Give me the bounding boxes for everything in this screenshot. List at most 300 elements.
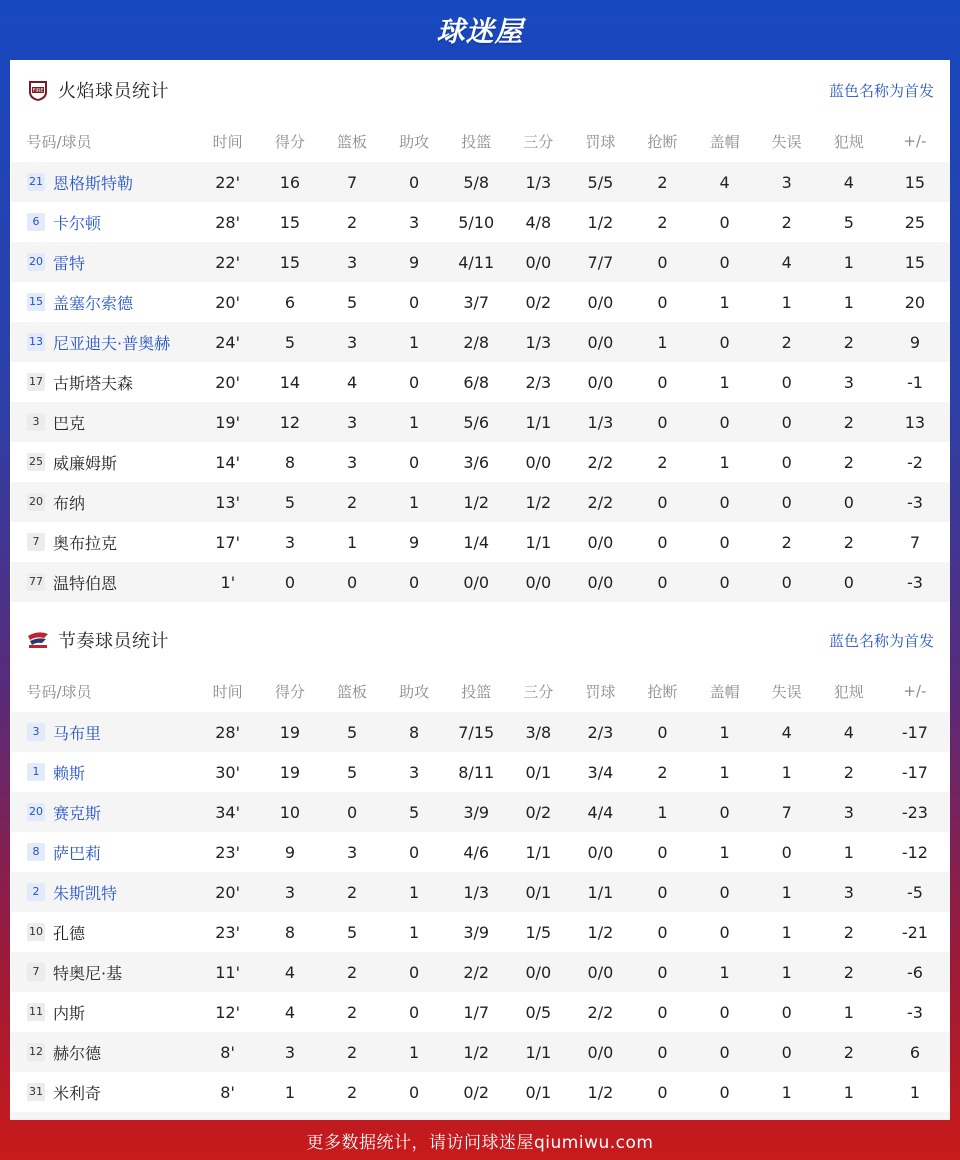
jersey-number-badge: 3 (27, 413, 45, 431)
stat-cell: 5 (321, 912, 383, 952)
stat-cell: 0/0 (569, 362, 631, 402)
stat-cell: 0 (383, 952, 445, 992)
table-header-row (11, 120, 951, 162)
column-header: 投篮 (461, 132, 492, 151)
stat-cell: 8' (197, 1032, 259, 1072)
stat-cell: 0/5 (507, 992, 569, 1032)
table-row[interactable] (11, 1032, 951, 1072)
stat-cell: 2/2 (445, 952, 507, 992)
stat-cell: 5 (321, 712, 383, 752)
column-header: 时间 (212, 682, 243, 701)
stat-cell: 4 (259, 992, 321, 1032)
stat-cell: 0 (631, 282, 693, 322)
stat-cell: 1 (818, 832, 880, 872)
stat-cell: 19 (259, 752, 321, 792)
stat-cell: 20' (197, 282, 259, 322)
jersey-number-badge: 15 (27, 293, 45, 311)
stat-cell: -17 (880, 712, 950, 752)
stat-cell: -5 (880, 872, 950, 912)
stat-cell: 0 (756, 992, 818, 1032)
column-header: 盖帽 (709, 132, 740, 151)
stat-cell: 2 (631, 202, 693, 242)
stat-cell: 0/0 (569, 282, 631, 322)
stat-cell: 3 (818, 872, 880, 912)
stat-cell: 1 (818, 282, 880, 322)
jersey-number-badge: 7 (27, 963, 45, 981)
stat-cell: 0/0 (569, 562, 631, 602)
jersey-number-badge: 1 (27, 763, 45, 781)
stat-cell: 15 (259, 242, 321, 282)
stat-cell: 3/6 (445, 442, 507, 482)
stat-cell: 1 (694, 952, 756, 992)
stat-cell (383, 1112, 445, 1120)
team-title-group (26, 77, 169, 103)
stat-cell: 2 (818, 1032, 880, 1072)
stat-cell: 1' (197, 562, 259, 602)
jersey-number-badge: 77 (27, 573, 45, 591)
stat-cell: 0 (694, 1072, 756, 1112)
stat-cell: 1 (383, 482, 445, 522)
stat-cell: 0/1 (507, 872, 569, 912)
jersey-number-badge: 25 (27, 453, 45, 471)
stat-cell: 0/2 (507, 792, 569, 832)
stat-cell: 0 (631, 562, 693, 602)
stat-cell: 2 (321, 992, 383, 1032)
stat-cell: 1/1 (507, 832, 569, 872)
player-cell (11, 952, 197, 992)
stat-cell: 2/8 (445, 322, 507, 362)
stat-cell: 3/7 (445, 282, 507, 322)
player-cell (11, 1072, 197, 1112)
jersey-number-badge: 10 (27, 923, 45, 941)
column-header: 罚球 (585, 682, 616, 701)
player-name-link[interactable]: 盖塞尔索德 (53, 293, 134, 313)
stat-cell: 0/0 (569, 952, 631, 992)
stat-cell (259, 1112, 321, 1120)
stat-cell (507, 1112, 569, 1120)
stat-cell: 0 (259, 562, 321, 602)
player-name-link[interactable]: 奥布拉克 (53, 533, 118, 553)
stat-cell: 15 (259, 202, 321, 242)
column-header: 时间 (212, 132, 243, 151)
player-cell (11, 872, 197, 912)
stat-cell: 3/9 (445, 912, 507, 952)
stat-cell: 1/3 (445, 872, 507, 912)
stat-cell: 1/3 (569, 402, 631, 442)
table-row[interactable] (11, 322, 951, 362)
table-row[interactable] (11, 162, 951, 202)
table-row[interactable] (11, 442, 951, 482)
stat-cell: 0 (631, 482, 693, 522)
jersey-number-badge: 31 (27, 1083, 45, 1101)
stat-cell: 7/15 (445, 712, 507, 752)
stat-cell: 1 (756, 752, 818, 792)
stat-cell (445, 1112, 507, 1120)
stat-cell: 15 (880, 162, 950, 202)
column-header: 助攻 (399, 132, 430, 151)
column-header: 犯规 (833, 132, 864, 151)
stat-cell: 2 (321, 1032, 383, 1072)
player-cell (11, 482, 197, 522)
stat-cell: 0 (631, 992, 693, 1032)
jersey-number-badge: 13 (27, 333, 45, 351)
stat-cell: 8 (383, 712, 445, 752)
stat-cell (569, 1112, 631, 1120)
stat-cell: 0 (756, 832, 818, 872)
stat-cell: 1/5 (507, 912, 569, 952)
player-name-link[interactable]: 赫尔德 (53, 1043, 102, 1063)
stat-cell: 2 (818, 912, 880, 952)
column-header: 篮板 (337, 682, 368, 701)
player-cell (11, 322, 197, 362)
jersey-number-badge: 12 (27, 1043, 45, 1061)
stat-cell: 1 (756, 1072, 818, 1112)
stat-cell: 4/6 (445, 832, 507, 872)
stat-cell: 2 (321, 202, 383, 242)
stat-cell: 0 (756, 562, 818, 602)
table-row[interactable] (11, 752, 951, 792)
stat-cell: 1 (383, 1032, 445, 1072)
stat-cell: 1 (259, 1072, 321, 1112)
stat-cell: 20' (197, 362, 259, 402)
stat-cell: 22' (197, 162, 259, 202)
player-cell (11, 712, 197, 752)
stat-cell: -3 (880, 992, 950, 1032)
stat-cell: 0/0 (569, 322, 631, 362)
stat-cell: 0 (756, 402, 818, 442)
player-stats-table (10, 670, 950, 1120)
footer-text: 更多数据统计，请访问球迷屋qiumiwu.com (306, 1132, 654, 1153)
stat-cell: 28' (197, 712, 259, 752)
stat-cell: -3 (880, 482, 950, 522)
player-cell (11, 402, 197, 442)
stat-cell: 1/2 (445, 1032, 507, 1072)
player-name-link[interactable]: 特奥尼·基 (53, 963, 123, 983)
stat-cell: 0/0 (569, 832, 631, 872)
stat-cell: 0 (383, 992, 445, 1032)
stat-cell: 8 (259, 442, 321, 482)
stat-cell: 3 (321, 442, 383, 482)
player-name-link[interactable]: 萨巴莉 (53, 843, 102, 863)
stat-cell: 5 (321, 282, 383, 322)
stat-cell: 4/8 (507, 202, 569, 242)
stat-cell: 0/2 (507, 282, 569, 322)
starter-legend-note: 蓝色名称为首发 (828, 81, 934, 100)
stat-cell: 0/1 (507, 752, 569, 792)
stat-cell: 2 (818, 442, 880, 482)
stat-cell: -2 (880, 442, 950, 482)
table-row[interactable] (11, 402, 951, 442)
fire-team-logo (26, 78, 50, 102)
stat-cell: 1 (631, 322, 693, 362)
team-section-header (10, 60, 950, 120)
stat-cell: 7 (321, 162, 383, 202)
stat-cell: 9 (259, 832, 321, 872)
player-name-link[interactable]: 赖斯 (53, 763, 86, 783)
player-cell (11, 242, 197, 282)
stat-cell: 3 (383, 752, 445, 792)
team-section (10, 610, 950, 1120)
stat-cell: 1/1 (507, 1032, 569, 1072)
stat-cell: 5 (321, 752, 383, 792)
column-header: 盖帽 (709, 682, 740, 701)
column-header: 犯规 (833, 682, 864, 701)
stat-cell: 24' (197, 322, 259, 362)
stat-cell: 14' (197, 442, 259, 482)
stat-cell: 2 (631, 162, 693, 202)
stat-cell: 0 (694, 562, 756, 602)
column-header: 得分 (274, 132, 305, 151)
player-name-link[interactable]: 雷特 (53, 253, 86, 273)
stat-cell: 1/1 (569, 872, 631, 912)
stat-cell: 2 (321, 872, 383, 912)
stat-cell: 0 (694, 242, 756, 282)
stat-cell: -6 (880, 952, 950, 992)
stat-cell: 9 (383, 522, 445, 562)
stat-cell: 1/4 (445, 522, 507, 562)
footer-banner[interactable] (0, 1120, 960, 1160)
table-row[interactable] (11, 562, 951, 602)
stat-cell: -17 (880, 752, 950, 792)
stat-cell: 0/0 (569, 1032, 631, 1072)
section-divider (10, 602, 950, 610)
stat-cell: 2 (818, 752, 880, 792)
stat-cell: 2/3 (569, 712, 631, 752)
stat-cell: 0 (631, 1032, 693, 1072)
stat-cell: 0 (631, 402, 693, 442)
table-row[interactable] (11, 1112, 951, 1120)
tempo-team-logo (26, 628, 50, 652)
table-header-row (11, 670, 951, 712)
stat-cell: -1 (880, 362, 950, 402)
stat-cell: 0 (631, 952, 693, 992)
table-row[interactable] (11, 792, 951, 832)
stat-cell: 19 (259, 712, 321, 752)
stat-cell: 0/0 (507, 562, 569, 602)
stat-cell: 0 (383, 832, 445, 872)
stat-cell: 0 (694, 912, 756, 952)
table-row[interactable] (11, 712, 951, 752)
stat-cell: 3 (756, 162, 818, 202)
stat-cell (631, 1112, 693, 1120)
stat-cell: 16 (259, 162, 321, 202)
stat-cell: -21 (880, 912, 950, 952)
stat-cell: 1 (383, 912, 445, 952)
player-name-link[interactable]: 威廉姆斯 (53, 453, 118, 473)
stat-cell: 10 (259, 792, 321, 832)
stat-cell: 7 (880, 522, 950, 562)
stat-cell: 0 (383, 362, 445, 402)
stat-cell: 4 (756, 242, 818, 282)
column-header: +/- (903, 682, 927, 700)
column-header: 助攻 (399, 682, 430, 701)
stat-cell: 1 (694, 832, 756, 872)
stat-cell: 1 (383, 402, 445, 442)
jersey-number-badge: 3 (27, 723, 45, 741)
column-header: 投篮 (461, 682, 492, 701)
stat-cell: 5 (259, 482, 321, 522)
stat-cell: 0/2 (445, 1072, 507, 1112)
stat-cell: 13 (880, 402, 950, 442)
table-row[interactable] (11, 362, 951, 402)
stat-cell: 0 (818, 482, 880, 522)
stat-cell: 1 (694, 442, 756, 482)
stat-cell: 3/4 (569, 752, 631, 792)
stat-cell: 3 (383, 202, 445, 242)
column-header: 抢断 (647, 682, 678, 701)
stat-cell: 5/6 (445, 402, 507, 442)
stat-cell: 2/2 (569, 992, 631, 1032)
player-name-link[interactable]: 孔德 (53, 923, 86, 943)
stat-cell: 0 (631, 362, 693, 402)
jersey-number-badge: 20 (27, 253, 45, 271)
stat-cell: 0 (631, 912, 693, 952)
player-name-link[interactable]: 米利奇 (53, 1083, 102, 1103)
team-section-header (10, 610, 950, 670)
svg-text:FIRE: FIRE (32, 88, 44, 94)
stat-cell: 1 (631, 792, 693, 832)
player-cell (11, 282, 197, 322)
player-name-link[interactable]: 恩格斯特勒 (53, 173, 134, 193)
stat-cell: 3 (259, 522, 321, 562)
player-name-link[interactable]: 卡尔顿 (53, 213, 102, 233)
stat-cell: 1 (694, 362, 756, 402)
stat-cell: 0 (694, 402, 756, 442)
player-name-link[interactable]: 马布里 (53, 723, 102, 743)
column-header: 篮板 (337, 132, 368, 151)
stat-cell: 5/8 (445, 162, 507, 202)
table-row[interactable] (11, 872, 951, 912)
stat-cell: 1 (756, 282, 818, 322)
stat-cell: 3 (321, 322, 383, 362)
stat-cell: 11' (197, 952, 259, 992)
stat-cell: 0 (694, 872, 756, 912)
stat-cell: 3 (818, 362, 880, 402)
jersey-number-badge: 8 (27, 843, 45, 861)
stat-cell: 0 (818, 562, 880, 602)
stat-cell: 1 (880, 1072, 950, 1112)
column-header: 号码/球员 (26, 132, 92, 151)
stat-cell (694, 1112, 756, 1120)
column-header: 三分 (523, 132, 554, 151)
stat-cell: 0 (383, 1072, 445, 1112)
table-row[interactable] (11, 482, 951, 522)
table-row[interactable] (11, 992, 951, 1032)
column-header: 抢断 (647, 132, 678, 151)
stat-cell (756, 1112, 818, 1120)
stat-cell: 2 (321, 1072, 383, 1112)
stat-cell: 0/0 (507, 952, 569, 992)
stat-cell: 1/3 (507, 162, 569, 202)
stat-cell: 3 (259, 872, 321, 912)
player-name-link[interactable]: 朱斯凯特 (53, 883, 118, 903)
stat-cell: 6 (259, 282, 321, 322)
player-cell (11, 792, 197, 832)
player-name-link[interactable]: 内斯 (53, 1003, 86, 1023)
stat-cell: 1 (756, 912, 818, 952)
stat-cell (197, 1112, 259, 1120)
team-section (10, 60, 950, 610)
player-cell (11, 202, 197, 242)
player-name-link[interactable]: 布纳 (53, 493, 86, 513)
player-name-link[interactable]: 温特伯恩 (53, 573, 118, 593)
stat-cell: 4 (818, 162, 880, 202)
stat-cell: 2 (756, 202, 818, 242)
stat-cell: 1 (818, 1072, 880, 1112)
stat-cell: 1 (694, 752, 756, 792)
stat-cell: 0 (321, 562, 383, 602)
stat-cell: 1/2 (569, 1072, 631, 1112)
stat-cell: 23' (197, 832, 259, 872)
player-cell (11, 1112, 197, 1120)
stat-cell: 8 (259, 912, 321, 952)
stat-cell: 0 (631, 832, 693, 872)
stat-cell: 19' (197, 402, 259, 442)
stat-cell: 1/2 (445, 482, 507, 522)
stat-cell (880, 1112, 950, 1120)
player-name-link[interactable]: 巴克 (53, 413, 86, 433)
stat-cell: -23 (880, 792, 950, 832)
stat-cell: 0/0 (569, 522, 631, 562)
stat-cell: 1 (756, 872, 818, 912)
player-name-link[interactable]: 古斯塔夫森 (53, 373, 134, 393)
stat-cell: 0 (631, 1072, 693, 1112)
stat-cell: 2/2 (569, 442, 631, 482)
player-cell (11, 362, 197, 402)
player-cell (11, 992, 197, 1032)
stat-cell: 30' (197, 752, 259, 792)
brand-logo[interactable]: 球迷屋 (436, 15, 524, 48)
stat-cell: 6/8 (445, 362, 507, 402)
jersey-number-badge: 17 (27, 373, 45, 391)
stat-cell: 1/7 (445, 992, 507, 1032)
stat-cell: 0 (383, 562, 445, 602)
stat-cell: 0 (694, 482, 756, 522)
player-name-link[interactable]: 赛克斯 (53, 803, 102, 823)
stat-cell: 3 (321, 832, 383, 872)
stat-cell: 1 (694, 712, 756, 752)
table-row[interactable] (11, 952, 951, 992)
stat-cell: 5/5 (569, 162, 631, 202)
stat-cell: 1 (756, 952, 818, 992)
table-row[interactable] (11, 1072, 951, 1112)
stat-cell: 1/1 (507, 402, 569, 442)
table-row[interactable] (11, 202, 951, 242)
stat-cell: 4 (259, 952, 321, 992)
stat-cell: 0 (631, 712, 693, 752)
stat-cell: 2 (818, 402, 880, 442)
stat-cell: 17' (197, 522, 259, 562)
stat-cell: 9 (383, 242, 445, 282)
stat-cell: 5 (259, 322, 321, 362)
stat-cell: 0 (383, 282, 445, 322)
table-row[interactable] (11, 282, 951, 322)
stat-cell: 4 (321, 362, 383, 402)
table-row[interactable] (11, 912, 951, 952)
stat-cell: 0 (321, 792, 383, 832)
table-row[interactable] (11, 522, 951, 562)
stat-cell: 0 (694, 992, 756, 1032)
column-header: 得分 (274, 682, 305, 701)
player-name-link[interactable]: 尼亚迪夫·普奥赫 (53, 333, 171, 353)
table-row[interactable] (11, 242, 951, 282)
jersey-number-badge: 6 (27, 213, 45, 231)
stat-cell: 1 (818, 992, 880, 1032)
stat-cell: 0 (631, 242, 693, 282)
starter-legend-note: 蓝色名称为首发 (828, 631, 934, 650)
table-row[interactable] (11, 832, 951, 872)
jersey-number-badge: 20 (27, 493, 45, 511)
